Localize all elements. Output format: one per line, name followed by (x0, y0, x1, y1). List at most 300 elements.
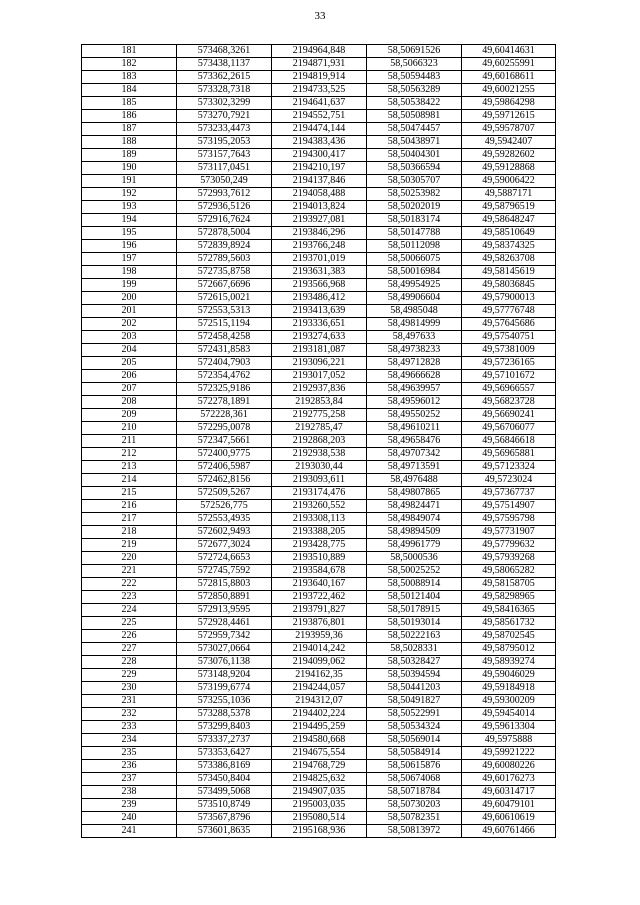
longitude-cell: 49,58263708 (462, 253, 556, 266)
point-number-cell: 208 (82, 396, 177, 409)
latitude-cell: 58,49906604 (367, 292, 462, 305)
table-row (82, 812, 556, 825)
y-coordinate-cell: 2193640,167 (272, 578, 367, 591)
table-row (82, 214, 556, 227)
x-coordinate-cell: 572602,9493 (177, 526, 272, 539)
table-row (82, 760, 556, 773)
point-number-cell: 225 (82, 617, 177, 630)
x-coordinate-cell: 573195,2053 (177, 136, 272, 149)
longitude-cell: 49,57939268 (462, 552, 556, 565)
x-coordinate-cell: 573255,1036 (177, 695, 272, 708)
y-coordinate-cell: 2193876,801 (272, 617, 367, 630)
longitude-cell: 49,58561732 (462, 617, 556, 630)
longitude-cell: 49,59046029 (462, 669, 556, 682)
longitude-cell: 49,57367737 (462, 487, 556, 500)
y-coordinate-cell: 2194907,035 (272, 786, 367, 799)
longitude-cell: 49,58374325 (462, 240, 556, 253)
longitude-cell: 49,58145619 (462, 266, 556, 279)
point-number-cell: 189 (82, 149, 177, 162)
page-number: 33 (314, 10, 326, 22)
table-row (82, 500, 556, 513)
longitude-cell: 49,59006422 (462, 175, 556, 188)
table-row (82, 682, 556, 695)
y-coordinate-cell: 2194964,848 (272, 45, 367, 58)
y-coordinate-cell: 2193722,462 (272, 591, 367, 604)
table-row (82, 292, 556, 305)
longitude-cell: 49,58939274 (462, 656, 556, 669)
longitude-cell: 49,60176273 (462, 773, 556, 786)
table-row (82, 565, 556, 578)
x-coordinate-cell: 572916,7624 (177, 214, 272, 227)
longitude-cell: 49,58702545 (462, 630, 556, 643)
x-coordinate-cell: 573362,2615 (177, 71, 272, 84)
latitude-cell: 58,49894509 (367, 526, 462, 539)
point-number-cell: 197 (82, 253, 177, 266)
x-coordinate-cell: 573499,5068 (177, 786, 272, 799)
point-number-cell: 185 (82, 97, 177, 110)
latitude-cell: 58,49814999 (367, 318, 462, 331)
y-coordinate-cell: 2194552,751 (272, 110, 367, 123)
x-coordinate-cell: 572354,4762 (177, 370, 272, 383)
table-row (82, 370, 556, 383)
table-row (82, 734, 556, 747)
table-row (82, 162, 556, 175)
longitude-cell: 49,59184918 (462, 682, 556, 695)
y-coordinate-cell: 2192775,258 (272, 409, 367, 422)
y-coordinate-cell: 2194013,824 (272, 201, 367, 214)
x-coordinate-cell: 572677,3024 (177, 539, 272, 552)
latitude-cell: 58,49550252 (367, 409, 462, 422)
point-number-cell: 196 (82, 240, 177, 253)
point-number-cell: 220 (82, 552, 177, 565)
latitude-cell: 58,50147788 (367, 227, 462, 240)
latitude-cell: 58,49849074 (367, 513, 462, 526)
x-coordinate-cell: 573117,0451 (177, 162, 272, 175)
y-coordinate-cell: 2193566,968 (272, 279, 367, 292)
y-coordinate-cell: 2193701,019 (272, 253, 367, 266)
latitude-cell: 58,50121404 (367, 591, 462, 604)
table-row (82, 643, 556, 656)
y-coordinate-cell: 2194580,668 (272, 734, 367, 747)
x-coordinate-cell: 573510,8749 (177, 799, 272, 812)
latitude-cell: 58,50088914 (367, 578, 462, 591)
y-coordinate-cell: 2193428,775 (272, 539, 367, 552)
latitude-cell: 58,50183174 (367, 214, 462, 227)
y-coordinate-cell: 2194733,525 (272, 84, 367, 97)
coordinates-table (81, 44, 556, 838)
y-coordinate-cell: 2193336,651 (272, 318, 367, 331)
latitude-cell: 58,50522991 (367, 708, 462, 721)
table-row (82, 487, 556, 500)
table-row (82, 539, 556, 552)
y-coordinate-cell: 2194058,488 (272, 188, 367, 201)
x-coordinate-cell: 572839,8924 (177, 240, 272, 253)
longitude-cell: 49,59454014 (462, 708, 556, 721)
x-coordinate-cell: 573386,8169 (177, 760, 272, 773)
x-coordinate-cell: 572406,5987 (177, 461, 272, 474)
longitude-cell: 49,57645686 (462, 318, 556, 331)
latitude-cell: 58,49666628 (367, 370, 462, 383)
table-row (82, 84, 556, 97)
point-number-cell: 227 (82, 643, 177, 656)
longitude-cell: 49,59921222 (462, 747, 556, 760)
point-number-cell: 209 (82, 409, 177, 422)
longitude-cell: 49,60080226 (462, 760, 556, 773)
table-row (82, 617, 556, 630)
longitude-cell: 49,56706077 (462, 422, 556, 435)
y-coordinate-cell: 2193791,827 (272, 604, 367, 617)
table-row (82, 383, 556, 396)
y-coordinate-cell: 2194210,197 (272, 162, 367, 175)
y-coordinate-cell: 2194495,259 (272, 721, 367, 734)
point-number-cell: 216 (82, 500, 177, 513)
x-coordinate-cell: 572278,1891 (177, 396, 272, 409)
longitude-cell: 49,57900013 (462, 292, 556, 305)
latitude-cell: 58,49707342 (367, 448, 462, 461)
x-coordinate-cell: 572667,6696 (177, 279, 272, 292)
latitude-cell: 58,50730203 (367, 799, 462, 812)
point-number-cell: 187 (82, 123, 177, 136)
latitude-cell: 58,5000536 (367, 552, 462, 565)
table-row (82, 240, 556, 253)
table-row (82, 513, 556, 526)
point-number-cell: 204 (82, 344, 177, 357)
latitude-cell: 58,50202019 (367, 201, 462, 214)
x-coordinate-cell: 573328,7318 (177, 84, 272, 97)
x-coordinate-cell: 572400,9775 (177, 448, 272, 461)
table-row (82, 526, 556, 539)
point-number-cell: 229 (82, 669, 177, 682)
x-coordinate-cell: 572462,8156 (177, 474, 272, 487)
latitude-cell: 58,5066323 (367, 58, 462, 71)
x-coordinate-cell: 573050,249 (177, 175, 272, 188)
table-row (82, 71, 556, 84)
longitude-cell: 49,58036845 (462, 279, 556, 292)
table-row (82, 123, 556, 136)
x-coordinate-cell: 572553,5313 (177, 305, 272, 318)
table-row (82, 149, 556, 162)
table-row (82, 188, 556, 201)
longitude-cell: 49,56965881 (462, 448, 556, 461)
table-row (82, 58, 556, 71)
table-row (82, 344, 556, 357)
latitude-cell: 58,5028331 (367, 643, 462, 656)
x-coordinate-cell: 572526,775 (177, 500, 272, 513)
point-number-cell: 195 (82, 227, 177, 240)
point-number-cell: 203 (82, 331, 177, 344)
longitude-cell: 49,60255991 (462, 58, 556, 71)
latitude-cell: 58,49824471 (367, 500, 462, 513)
table-row (82, 331, 556, 344)
latitude-cell: 58,50305707 (367, 175, 462, 188)
longitude-cell: 49,58795012 (462, 643, 556, 656)
point-number-cell: 238 (82, 786, 177, 799)
x-coordinate-cell: 573601,8635 (177, 825, 272, 838)
latitude-cell: 58,50016984 (367, 266, 462, 279)
latitude-cell: 58,49658476 (367, 435, 462, 448)
y-coordinate-cell: 2194768,729 (272, 760, 367, 773)
latitude-cell: 58,49639957 (367, 383, 462, 396)
point-number-cell: 183 (82, 71, 177, 84)
longitude-cell: 49,58796519 (462, 201, 556, 214)
longitude-cell: 49,5942407 (462, 136, 556, 149)
x-coordinate-cell: 572959,7342 (177, 630, 272, 643)
y-coordinate-cell: 2193631,383 (272, 266, 367, 279)
point-number-cell: 205 (82, 357, 177, 370)
y-coordinate-cell: 2193413,639 (272, 305, 367, 318)
table-row (82, 708, 556, 721)
table-row (82, 136, 556, 149)
x-coordinate-cell: 572553,4935 (177, 513, 272, 526)
longitude-cell: 49,5887171 (462, 188, 556, 201)
y-coordinate-cell: 2194675,554 (272, 747, 367, 760)
longitude-cell: 49,57514907 (462, 500, 556, 513)
table-row (82, 630, 556, 643)
x-coordinate-cell: 573450,8404 (177, 773, 272, 786)
point-number-cell: 222 (82, 578, 177, 591)
longitude-cell: 49,60610619 (462, 812, 556, 825)
table-row (82, 552, 556, 565)
x-coordinate-cell: 572735,8758 (177, 266, 272, 279)
y-coordinate-cell: 2193388,205 (272, 526, 367, 539)
x-coordinate-cell: 572913,9595 (177, 604, 272, 617)
y-coordinate-cell: 2194474,144 (272, 123, 367, 136)
latitude-cell: 58,49713591 (367, 461, 462, 474)
table-row (82, 45, 556, 58)
table-row (82, 669, 556, 682)
latitude-cell: 58,4976488 (367, 474, 462, 487)
x-coordinate-cell: 572789,5603 (177, 253, 272, 266)
y-coordinate-cell: 2194014,242 (272, 643, 367, 656)
point-number-cell: 200 (82, 292, 177, 305)
y-coordinate-cell: 2193174,476 (272, 487, 367, 500)
y-coordinate-cell: 2193846,296 (272, 227, 367, 240)
y-coordinate-cell: 2193017,052 (272, 370, 367, 383)
latitude-cell: 58,50508981 (367, 110, 462, 123)
x-coordinate-cell: 572993,7612 (177, 188, 272, 201)
y-coordinate-cell: 2194244,057 (272, 682, 367, 695)
longitude-cell: 49,60314717 (462, 786, 556, 799)
x-coordinate-cell: 573438,1137 (177, 58, 272, 71)
table-row (82, 695, 556, 708)
x-coordinate-cell: 572936,5126 (177, 201, 272, 214)
table-row (82, 266, 556, 279)
latitude-cell: 58,49807865 (367, 487, 462, 500)
x-coordinate-cell: 573567,8796 (177, 812, 272, 825)
y-coordinate-cell: 2193260,552 (272, 500, 367, 513)
point-number-cell: 198 (82, 266, 177, 279)
point-number-cell: 191 (82, 175, 177, 188)
latitude-cell: 58,49596012 (367, 396, 462, 409)
longitude-cell: 49,59613304 (462, 721, 556, 734)
point-number-cell: 186 (82, 110, 177, 123)
y-coordinate-cell: 2193510,889 (272, 552, 367, 565)
longitude-cell: 49,5975888 (462, 734, 556, 747)
x-coordinate-cell: 573027,0664 (177, 643, 272, 656)
longitude-cell: 49,56823728 (462, 396, 556, 409)
point-number-cell: 237 (82, 773, 177, 786)
point-number-cell: 235 (82, 747, 177, 760)
point-number-cell: 217 (82, 513, 177, 526)
longitude-cell: 49,60761466 (462, 825, 556, 838)
y-coordinate-cell: 2193486,412 (272, 292, 367, 305)
point-number-cell: 239 (82, 799, 177, 812)
x-coordinate-cell: 572850,8891 (177, 591, 272, 604)
table-row (82, 773, 556, 786)
point-number-cell: 223 (82, 591, 177, 604)
x-coordinate-cell: 573270,7921 (177, 110, 272, 123)
latitude-cell: 58,50366594 (367, 162, 462, 175)
longitude-cell: 49,58298965 (462, 591, 556, 604)
y-coordinate-cell: 2194819,914 (272, 71, 367, 84)
y-coordinate-cell: 2195003,035 (272, 799, 367, 812)
longitude-cell: 49,57540751 (462, 331, 556, 344)
table-row (82, 227, 556, 240)
table-row (82, 110, 556, 123)
point-number-cell: 226 (82, 630, 177, 643)
y-coordinate-cell: 2193766,248 (272, 240, 367, 253)
x-coordinate-cell: 572347,5661 (177, 435, 272, 448)
y-coordinate-cell: 2194162,35 (272, 669, 367, 682)
point-number-cell: 233 (82, 721, 177, 734)
longitude-cell: 49,56966557 (462, 383, 556, 396)
latitude-cell: 58,50563289 (367, 84, 462, 97)
latitude-cell: 58,50584914 (367, 747, 462, 760)
point-number-cell: 236 (82, 760, 177, 773)
x-coordinate-cell: 573337,2737 (177, 734, 272, 747)
x-coordinate-cell: 572404,7903 (177, 357, 272, 370)
y-coordinate-cell: 2194383,436 (272, 136, 367, 149)
x-coordinate-cell: 572431,8583 (177, 344, 272, 357)
longitude-cell: 49,57101672 (462, 370, 556, 383)
longitude-cell: 49,57381009 (462, 344, 556, 357)
y-coordinate-cell: 2194641,637 (272, 97, 367, 110)
latitude-cell: 58,50328427 (367, 656, 462, 669)
longitude-cell: 49,57731907 (462, 526, 556, 539)
latitude-cell: 58,50474457 (367, 123, 462, 136)
point-number-cell: 231 (82, 695, 177, 708)
longitude-cell: 49,57776748 (462, 305, 556, 318)
latitude-cell: 58,50025252 (367, 565, 462, 578)
table-row (82, 474, 556, 487)
point-number-cell: 194 (82, 214, 177, 227)
longitude-cell: 49,57799632 (462, 539, 556, 552)
latitude-cell: 58,50178915 (367, 604, 462, 617)
x-coordinate-cell: 573148,9204 (177, 669, 272, 682)
table-row (82, 435, 556, 448)
x-coordinate-cell: 572509,5267 (177, 487, 272, 500)
x-coordinate-cell: 573233,4473 (177, 123, 272, 136)
x-coordinate-cell: 572295,0078 (177, 422, 272, 435)
x-coordinate-cell: 572745,7592 (177, 565, 272, 578)
longitude-cell: 49,60414631 (462, 45, 556, 58)
y-coordinate-cell: 2194312,07 (272, 695, 367, 708)
point-number-cell: 212 (82, 448, 177, 461)
table-row (82, 97, 556, 110)
latitude-cell: 58,4985048 (367, 305, 462, 318)
latitude-cell: 58,50491827 (367, 695, 462, 708)
point-number-cell: 206 (82, 370, 177, 383)
latitude-cell: 58,50404301 (367, 149, 462, 162)
latitude-cell: 58,50112098 (367, 240, 462, 253)
point-number-cell: 211 (82, 435, 177, 448)
coordinates-table-body (82, 45, 556, 838)
y-coordinate-cell: 2193274,633 (272, 331, 367, 344)
longitude-cell: 49,56846618 (462, 435, 556, 448)
table-row (82, 175, 556, 188)
longitude-cell: 49,58065282 (462, 565, 556, 578)
table-row (82, 656, 556, 669)
latitude-cell: 58,50193014 (367, 617, 462, 630)
y-coordinate-cell: 2193096,221 (272, 357, 367, 370)
y-coordinate-cell: 2194871,931 (272, 58, 367, 71)
point-number-cell: 218 (82, 526, 177, 539)
latitude-cell: 58,50441203 (367, 682, 462, 695)
x-coordinate-cell: 573199,6774 (177, 682, 272, 695)
point-number-cell: 207 (82, 383, 177, 396)
table-row (82, 279, 556, 292)
point-number-cell: 241 (82, 825, 177, 838)
y-coordinate-cell: 2193584,678 (272, 565, 367, 578)
point-number-cell: 184 (82, 84, 177, 97)
point-number-cell: 188 (82, 136, 177, 149)
table-row (82, 422, 556, 435)
point-number-cell: 181 (82, 45, 177, 58)
latitude-cell: 58,49961779 (367, 539, 462, 552)
y-coordinate-cell: 2192785,47 (272, 422, 367, 435)
table-row (82, 448, 556, 461)
point-number-cell: 215 (82, 487, 177, 500)
y-coordinate-cell: 2194099,062 (272, 656, 367, 669)
x-coordinate-cell: 572928,4461 (177, 617, 272, 630)
longitude-cell: 49,58416365 (462, 604, 556, 617)
longitude-cell: 49,60479101 (462, 799, 556, 812)
table-row (82, 786, 556, 799)
latitude-cell: 58,50691526 (367, 45, 462, 58)
x-coordinate-cell: 572515,1194 (177, 318, 272, 331)
longitude-cell: 49,56690241 (462, 409, 556, 422)
longitude-cell: 49,59578707 (462, 123, 556, 136)
y-coordinate-cell: 2193927,081 (272, 214, 367, 227)
point-number-cell: 219 (82, 539, 177, 552)
longitude-cell: 49,59864298 (462, 97, 556, 110)
y-coordinate-cell: 2193093,611 (272, 474, 367, 487)
x-coordinate-cell: 572724,6653 (177, 552, 272, 565)
x-coordinate-cell: 573302,3299 (177, 97, 272, 110)
table-row (82, 357, 556, 370)
point-number-cell: 192 (82, 188, 177, 201)
table-row (82, 747, 556, 760)
y-coordinate-cell: 2195080,514 (272, 812, 367, 825)
y-coordinate-cell: 2194300,417 (272, 149, 367, 162)
latitude-cell: 58,49712828 (367, 357, 462, 370)
x-coordinate-cell: 572878,5004 (177, 227, 272, 240)
x-coordinate-cell: 573353,6427 (177, 747, 272, 760)
point-number-cell: 240 (82, 812, 177, 825)
table-row (82, 305, 556, 318)
point-number-cell: 182 (82, 58, 177, 71)
table-row (82, 396, 556, 409)
longitude-cell: 49,60021255 (462, 84, 556, 97)
longitude-cell: 49,57595798 (462, 513, 556, 526)
table-row (82, 721, 556, 734)
point-number-cell: 190 (82, 162, 177, 175)
longitude-cell: 49,58510649 (462, 227, 556, 240)
x-coordinate-cell: 573468,3261 (177, 45, 272, 58)
y-coordinate-cell: 2193030,44 (272, 461, 367, 474)
point-number-cell: 224 (82, 604, 177, 617)
latitude-cell: 58,50782351 (367, 812, 462, 825)
